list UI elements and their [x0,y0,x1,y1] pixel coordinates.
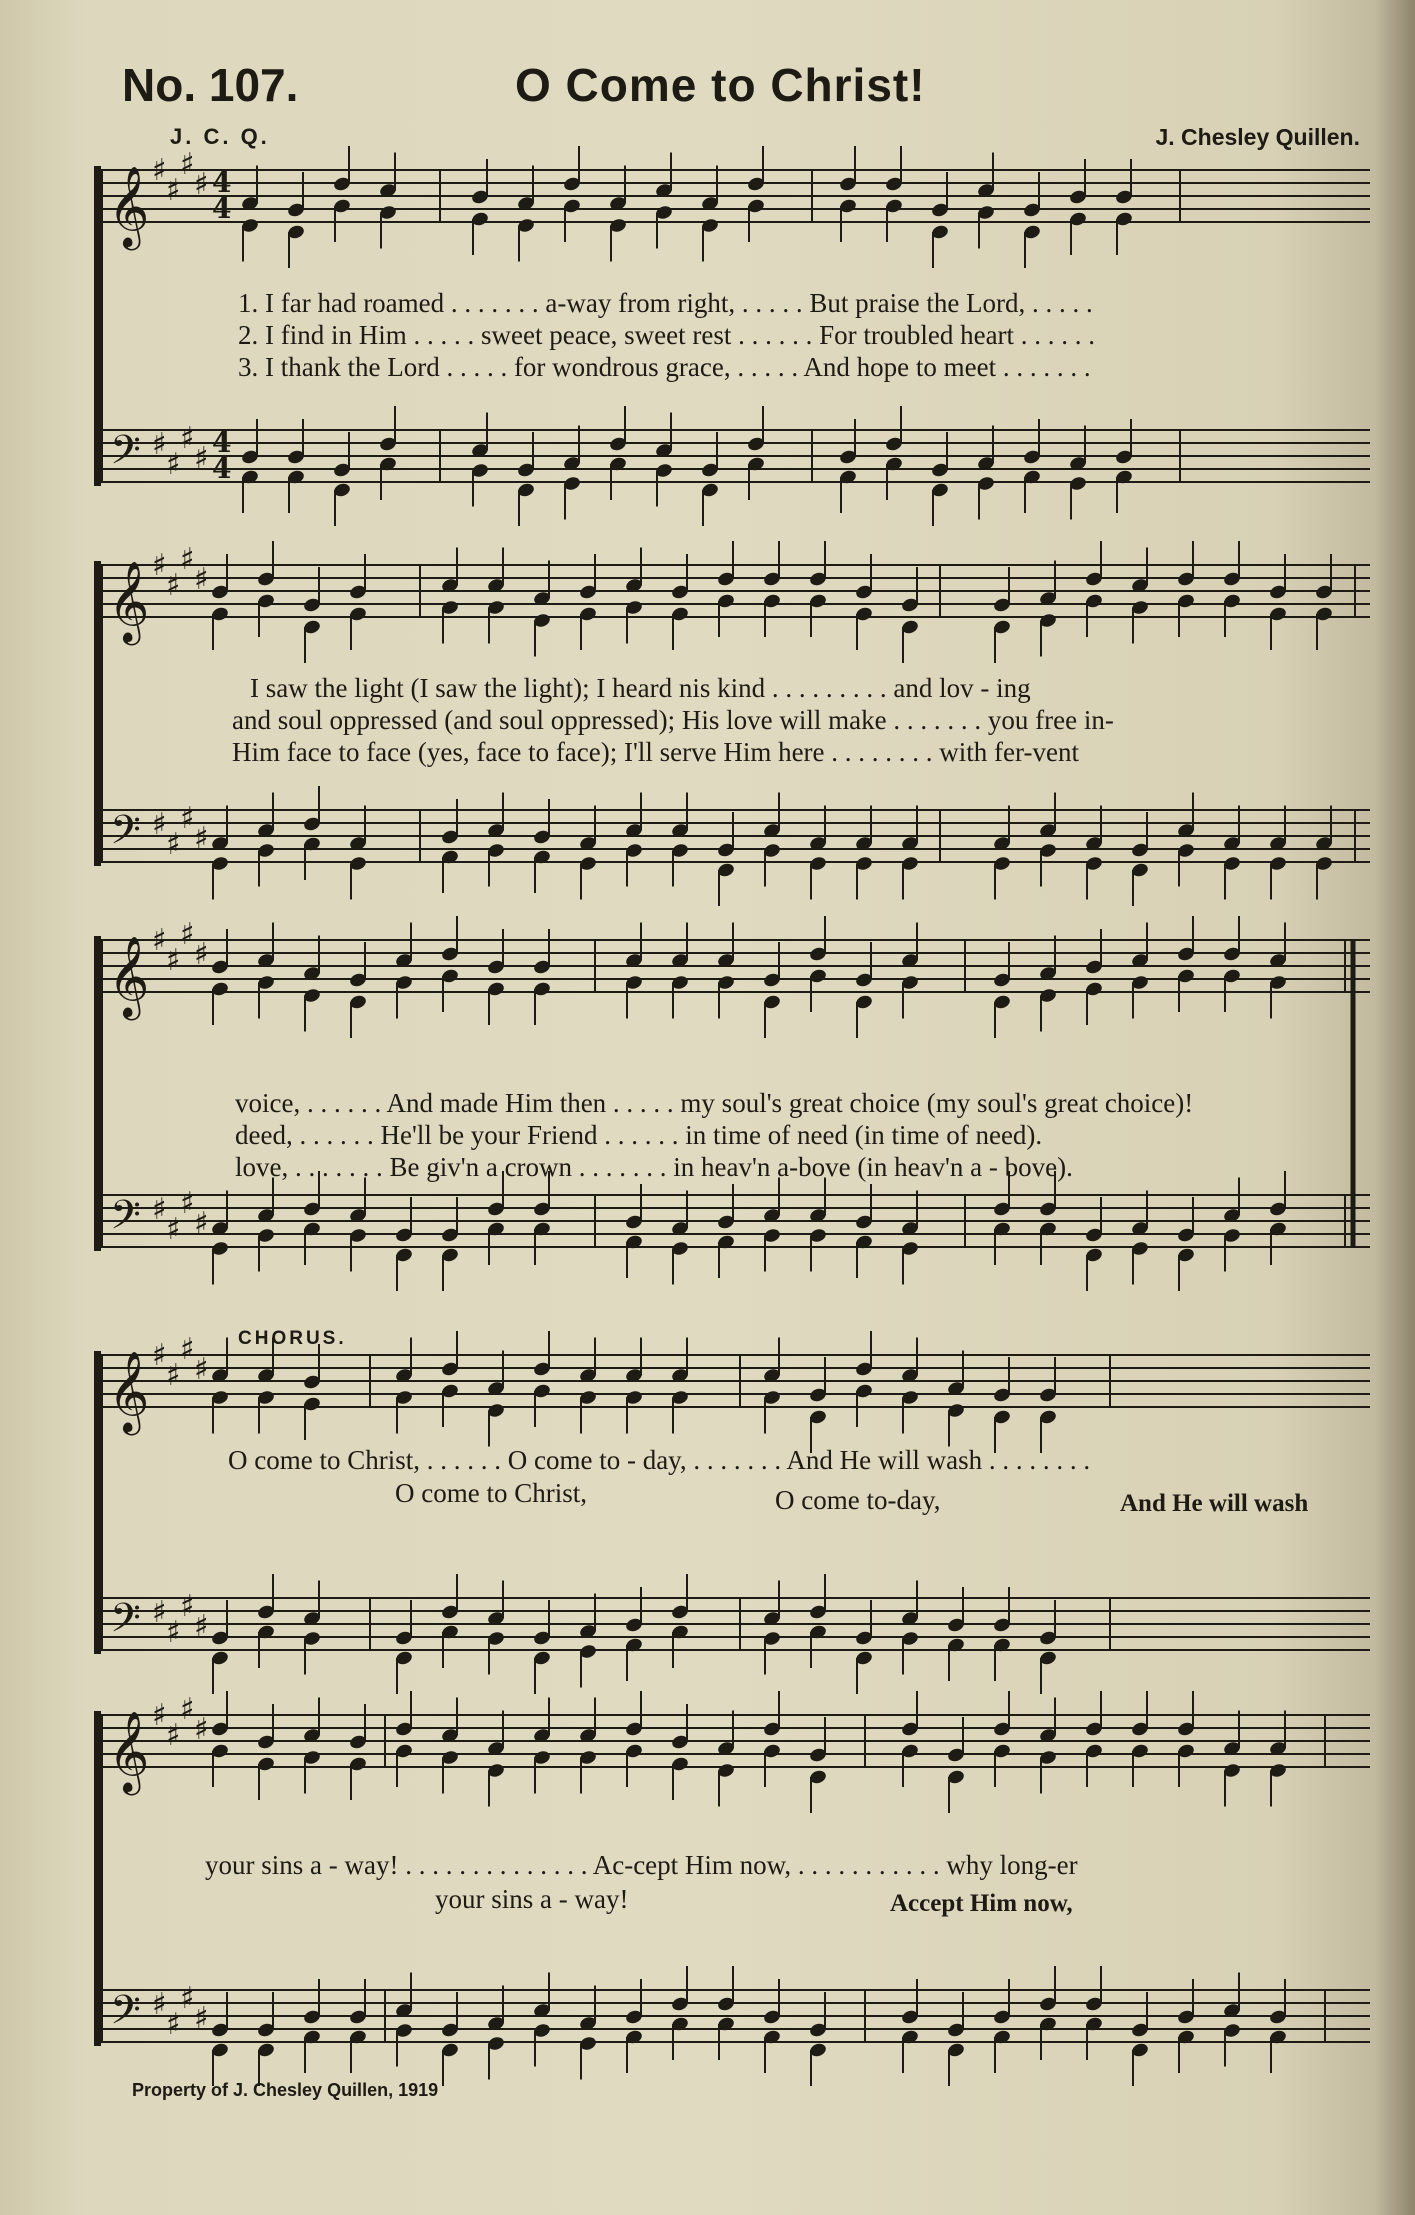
note-head [624,1691,643,1787]
note-head [348,554,367,650]
verse-1-line-1: 1. I far had roamed . . . . . . . a-way from right, . . . . . But praise the Lord, . . . . . [238,288,1093,318]
note-head [256,1178,275,1272]
sharp-sign: ♯ [194,1609,209,1644]
note-head [854,1600,873,1694]
note-head [624,1184,643,1278]
bass-clef-icon: 𝄢 [110,1595,141,1651]
note-head [1038,1171,1057,1265]
verse-2-line-3: deed, . . . . . . He'll be your Friend . . . . . . in time of need (in time of need). [235,1120,1043,1150]
note-head [992,1587,1011,1681]
note-head [1038,1357,1057,1453]
sharp-sign: ♯ [166,173,181,208]
note-head [302,936,321,1032]
note-head [1114,419,1133,513]
sharp-sign: ♯ [152,427,167,462]
note-head [210,1338,229,1434]
note-head [624,923,643,1019]
note-head [762,1691,781,1787]
note-head [1176,541,1195,637]
sharp-sign: ♯ [180,542,195,577]
music-system-2 [100,542,1370,905]
note-head [440,1197,459,1291]
chorus-lyric-upper-1: O come to Christ, . . . . . . O come to - day, . . . . . . . And He will wash . . . . . . . . [228,1445,1091,1475]
note-head [762,942,781,1038]
note-head [808,1574,827,1668]
note-head [808,541,827,637]
note-head [210,554,229,650]
verse-1-line-3: voice, . . . . . . And made Him then . . . . . my soul's great choice (my soul's great choice)! [235,1088,1194,1118]
sharp-sign: ♯ [166,827,181,862]
note-head [1176,916,1195,1012]
note-head [562,426,581,520]
time-signature: 4 [212,426,232,459]
note-head [240,166,259,262]
note-head [348,806,367,900]
note-head [808,1992,827,2086]
note-head [486,548,505,644]
note-head [578,806,597,900]
note-head [1114,159,1133,255]
sharp-sign: ♯ [166,1718,181,1753]
note-head [838,146,857,242]
note-head [210,1600,229,1694]
note-head [562,146,581,242]
sharp-sign: ♯ [166,1615,181,1650]
note-head [532,799,551,893]
note-head [532,1331,551,1427]
time-signature: 4 [212,452,232,485]
note-head [1268,1171,1287,1265]
note-head [302,1581,321,1675]
note-head [486,929,505,1025]
chorus-lyric-lower-2b: Accept Him now, [890,1890,1073,1917]
note-head [900,1338,919,1434]
note-head [1268,1979,1287,2073]
note-head [348,1979,367,2073]
note-head [1038,1966,1057,2060]
note-head [976,153,995,249]
page-edge-shadow [1375,0,1415,2215]
note-head [256,541,275,637]
note-head [440,1698,459,1794]
note-head [1130,1992,1149,2086]
note-head [1130,812,1149,906]
note-head [302,1979,321,2073]
sharp-sign: ♯ [166,2007,181,2042]
note-head [1084,1966,1103,2060]
note-head [716,812,735,906]
note-head [808,1178,827,1272]
note-head [1038,561,1057,657]
sharp-sign: ♯ [152,153,167,188]
note-head [578,1594,597,1688]
note-head [670,923,689,1019]
note-head [532,1698,551,1794]
note-head [1222,1711,1241,1807]
sharp-sign: ♯ [180,1332,195,1367]
sharp-sign: ♯ [166,1212,181,1247]
chorus-label: CHORUS. [238,1328,347,1349]
note-head [210,1191,229,1285]
treble-clef-icon: 𝄞 [108,1350,150,1432]
note-head [1268,1711,1287,1807]
note-head [1084,541,1103,637]
note-head [670,793,689,887]
note-head [838,419,857,513]
note-head [394,1338,413,1434]
note-head [1068,426,1087,520]
note-head [1222,1178,1241,1272]
sharp-sign: ♯ [194,1352,209,1387]
bass-clef-icon: 𝄢 [110,1987,141,2043]
note-head [716,1184,735,1278]
sharp-sign: ♯ [194,1206,209,1241]
sharp-sign: ♯ [194,441,209,476]
sharp-sign: ♯ [194,937,209,972]
note-head [256,793,275,887]
music-system-1 [100,147,1370,510]
note-head [1084,929,1103,1025]
sharp-sign: ♯ [180,1981,195,2016]
note-head [578,1698,597,1794]
hymn-header [120,58,1360,150]
note-head [746,146,765,242]
treble-clef-icon: 𝄞 [108,165,150,247]
note-head [1268,554,1287,650]
note-head [1222,1973,1241,2067]
treble-clef-icon: 𝄞 [108,560,150,642]
bass-clef-icon: 𝄢 [110,1192,141,1248]
note-head [1022,172,1041,268]
note-head [854,1184,873,1278]
sharp-sign: ♯ [180,147,195,182]
note-head [440,799,459,893]
note-head [378,406,397,500]
music-system-5 [100,1690,1370,2070]
note-head [946,1717,965,1813]
note-head [700,166,719,262]
note-head [716,1711,735,1807]
hymn-number: No. 107. [122,59,299,111]
author-initials: J. C. Q. [170,124,270,149]
sharp-sign: ♯ [194,562,209,597]
note-head [900,1691,919,1787]
note-head [286,419,305,513]
note-head [1176,1691,1195,1787]
note-head [1176,1979,1195,2073]
note-head [746,406,765,500]
note-head [1176,1197,1195,1291]
note-head [670,1966,689,2060]
note-head [716,541,735,637]
note-head [1130,548,1149,644]
note-head [578,554,597,650]
sharp-sign: ♯ [152,1595,167,1630]
note-head [256,1574,275,1668]
note-head [256,923,275,1019]
note-head [670,1704,689,1800]
note-head [900,1191,919,1285]
note-head [210,929,229,1025]
note-head [670,1338,689,1434]
note-head [1068,159,1087,255]
note-head [762,1979,781,2073]
bass-clef-icon: 𝄢 [110,427,141,483]
note-head [762,1581,781,1675]
note-head [992,1691,1011,1787]
note-head [654,413,673,507]
note-head [900,1581,919,1675]
sharp-sign: ♯ [194,821,209,856]
note-head [930,432,949,526]
note-head [302,567,321,663]
note-head [440,548,459,644]
note-head [210,1691,229,1787]
sharp-sign: ♯ [194,167,209,202]
sharp-sign: ♯ [152,1192,167,1227]
note-head [532,929,551,1025]
note-head [992,1979,1011,2073]
note-head [808,806,827,900]
note-head [1022,419,1041,513]
note-head [532,1973,551,2067]
sharp-sign: ♯ [166,1358,181,1393]
music-system-3 [100,917,1370,1290]
note-head [654,153,673,249]
note-head [992,806,1011,900]
note-head [1268,806,1287,900]
verse-1-line-2: I saw the light (I saw the light); I heard nis kind . . . . . . . . . and lov - ing [250,673,1031,703]
sharp-sign: ♯ [194,1712,209,1747]
sharp-sign: ♯ [180,1186,195,1221]
note-head [762,1338,781,1434]
note-head [470,159,489,255]
note-head [930,172,949,268]
note-head [608,406,627,500]
chorus-lyric-lower-1c: And He will wash [1120,1490,1309,1517]
chorus-lyric-lower-1a: O come to Christ, [395,1478,587,1508]
note-head [808,1717,827,1813]
note-head [394,1197,413,1291]
note-head [854,806,873,900]
note-head [440,1331,459,1427]
sharp-sign: ♯ [180,801,195,836]
note-head [992,1357,1011,1453]
sharp-sign: ♯ [152,1698,167,1733]
note-head [1084,806,1103,900]
composer-credit: J. Chesley Quillen. [1155,124,1360,150]
note-head [240,419,259,513]
note-head [486,1351,505,1447]
note-head [486,1711,505,1807]
note-head [624,793,643,887]
note-head [854,1331,873,1427]
note-head [1222,916,1241,1012]
sharp-sign: ♯ [152,923,167,958]
note-head [394,1600,413,1694]
sharp-sign: ♯ [194,2001,209,2036]
note-head [532,1171,551,1265]
time-signature: 4 [212,192,232,225]
note-head [394,1691,413,1787]
note-head [624,1587,643,1681]
note-head [608,166,627,262]
note-head [1130,923,1149,1019]
note-head [1176,793,1195,887]
note-head [946,1587,965,1681]
treble-clef-icon: 𝄞 [108,1710,150,1792]
note-head [210,1992,229,2086]
treble-clef-icon: 𝄞 [108,935,150,1017]
sharp-sign: ♯ [166,568,181,603]
note-head [532,1600,551,1694]
note-head [1084,1691,1103,1787]
verse-3-line-3: love, . . . . . . . Be giv'n a crown . . . . . . . in heav'n a-bove (in heav'n a - bove). [235,1152,1073,1182]
note-head [1038,1600,1057,1694]
note-head [256,1704,275,1800]
note-head [470,413,489,507]
note-head [378,153,397,249]
note-head [1038,1698,1057,1794]
note-head [302,1698,321,1794]
sharp-sign: ♯ [152,807,167,842]
note-head [884,406,903,500]
note-head [624,1338,643,1434]
note-head [624,548,643,644]
note-head [286,172,305,268]
note-head [1314,554,1333,650]
note-head [716,923,735,1019]
note-head [578,1986,597,2080]
note-head [486,1581,505,1675]
note-head [854,942,873,1038]
note-head [516,432,535,526]
note-head [486,793,505,887]
note-head [992,567,1011,663]
sharp-sign: ♯ [152,548,167,583]
chorus-lyric-lower-2a: your sins a - way! [435,1884,629,1914]
sharp-sign: ♯ [180,917,195,952]
note-head [440,916,459,1012]
note-head [1222,541,1241,637]
note-head [348,942,367,1038]
note-head [1084,1197,1103,1291]
note-head [486,1171,505,1265]
note-head [1038,936,1057,1032]
hymn-title: O Come to Christ! [515,59,926,111]
note-head [976,426,995,520]
note-head [900,923,919,1019]
note-head [394,1973,413,2067]
note-head [394,923,413,1019]
note-head [332,432,351,526]
note-head [670,1574,689,1668]
note-head [716,1966,735,2060]
note-head [210,806,229,900]
note-head [884,146,903,242]
note-head [854,554,873,650]
copyright-footer: Property of J. Chesley Quillen, 1919 [132,2080,439,2100]
note-head [992,1171,1011,1265]
verse-3-line-1: 3. I thank the Lord . . . . . for wondrous grace, . . . . . And hope to meet . . . . . . . [238,352,1091,382]
note-head [624,1979,643,2073]
sharp-sign: ♯ [152,1987,167,2022]
note-head [900,1979,919,2073]
sharp-sign: ♯ [180,1589,195,1624]
note-head [348,1178,367,1272]
note-head [992,942,1011,1038]
sharp-sign: ♯ [180,421,195,456]
verse-2-line-1: 2. I find in Him . . . . . sweet peace, sweet rest . . . . . . For troubled heart . . . . . . [238,320,1096,350]
note-head [808,1357,827,1453]
verse-3-line-2: Him face to face (yes, face to face); I'll serve Him here . . . . . . . . with fer-vent [232,737,1079,767]
note-head [256,1992,275,2086]
note-head [516,166,535,262]
note-head [302,1344,321,1440]
note-head [946,1992,965,2086]
note-head [762,1178,781,1272]
sharp-sign: ♯ [180,1692,195,1727]
sharp-sign: ♯ [152,1338,167,1373]
note-head [1130,1191,1149,1285]
note-head [256,1338,275,1434]
note-head [486,1986,505,2080]
note-head [1038,793,1057,887]
note-head [700,432,719,526]
chorus-lyric-upper-2: your sins a - way! . . . . . . . . . . . . . . Ac-cept Him now, . . . . . . . . . . . why long-er [205,1850,1078,1880]
note-head [1222,806,1241,900]
time-signature: 4 [212,166,232,199]
note-head [762,793,781,887]
note-head [302,1171,321,1265]
note-head [808,916,827,1012]
note-head [440,1992,459,2086]
note-head [670,1191,689,1285]
note-head [946,1351,965,1447]
sharp-sign: ♯ [166,447,181,482]
note-head [578,1338,597,1434]
note-head [900,567,919,663]
note-head [532,561,551,657]
note-head [670,554,689,650]
note-head [1268,923,1287,1019]
note-head [1130,1691,1149,1787]
bass-clef-icon: 𝄢 [110,807,141,863]
note-head [1314,806,1333,900]
note-head [302,786,321,880]
note-head [332,146,351,242]
note-head [440,1574,459,1668]
note-head [762,541,781,637]
verse-2-line-2: and soul oppressed (and soul oppressed); His love will make . . . . . . . you free in- [232,705,1114,735]
sharp-sign: ♯ [166,943,181,978]
note-head [900,806,919,900]
chorus-lyric-lower-1b: O come to-day, [775,1485,941,1515]
music-system-4-chorus [100,1320,1370,1690]
note-head [348,1704,367,1800]
